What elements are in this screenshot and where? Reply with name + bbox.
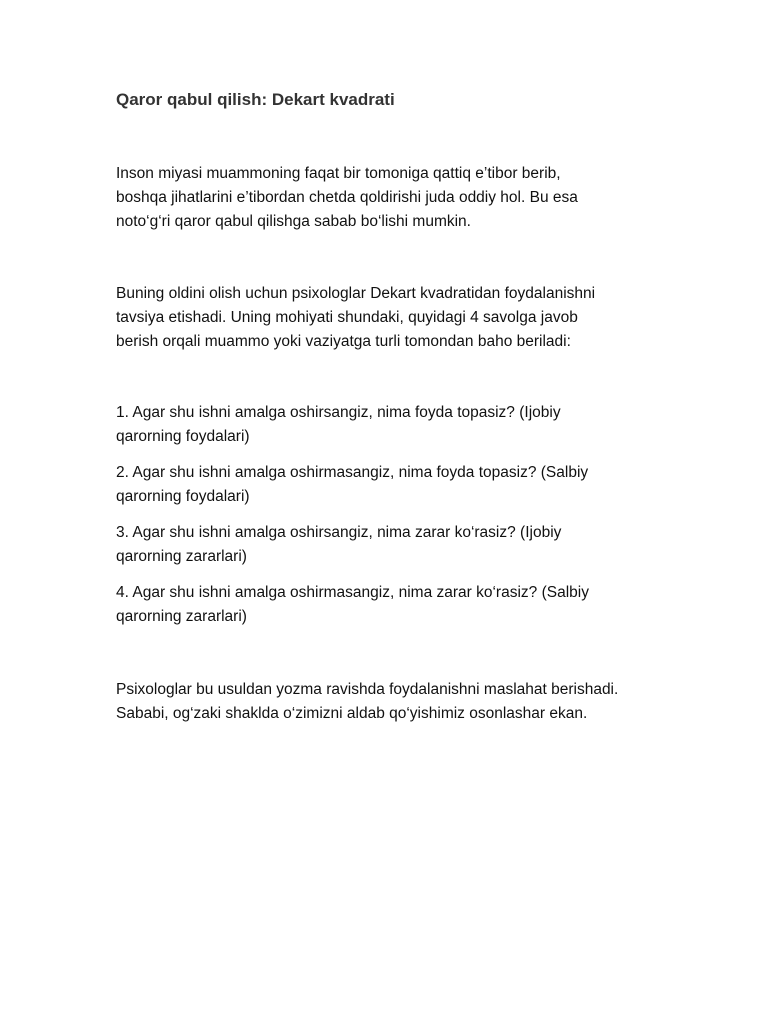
intro-line-2: boshqa jihatlarini e’tibordan chetda qoldirishi juda oddiy hol. Bu esa [116,189,578,206]
question-3-line-2: qarorning zararlari) [116,548,247,565]
method-line-2: tavsiya etishadi. Uning mohiyati shundaki, quyidagi 4 savolga javob [116,309,578,326]
question-4-line-1: 4. Agar shu ishni amalga oshirmasangiz, nima zarar ko‘rasiz? (Salbiy [116,584,589,601]
conclusion-paragraph [116,678,618,726]
intro-paragraph [116,162,578,234]
conclusion-line-1: Psixologlar bu usuldan yozma ravishda foydalanishni maslahat berishadi. [116,681,619,698]
intro-line-3: noto‘g‘ri qaror qabul qilishga sabab bo‘lishi mumkin. [116,213,471,230]
question-2-line-1: 2. Agar shu ishni amalga oshirmasangiz, nima foyda topasiz? (Salbiy [116,464,589,481]
question-3-line-1: 3. Agar shu ishni amalga oshirsangiz, nima zarar ko‘rasiz? (Ijobiy [116,524,562,541]
question-item-2 [116,461,588,509]
method-line-3: berish orqali muammo yoki vaziyatga turli tomondan baho beriladi: [116,333,571,350]
intro-line-1: Inson miyasi muammoning faqat bir tomoniga qattiq e’tibor berib, [116,165,561,182]
document-title: Qaror qabul qilish: Dekart kvadrati [116,90,395,109]
question-1-line-2: qarorning foydalari) [116,428,250,445]
question-item-1 [116,401,561,449]
question-item-3 [116,521,561,569]
question-item-4 [116,581,589,629]
question-2-line-2: qarorning foydalari) [116,488,250,505]
question-4-line-2: qarorning zararlari) [116,608,247,625]
method-paragraph [116,282,595,354]
method-line-1: Buning oldini olish uchun psixologlar Dekart kvadratidan foydalanishni [116,285,596,302]
conclusion-line-2: Sababi, og‘zaki shaklda o‘zimizni aldab qo‘yishimiz osonlashar ekan. [116,705,588,722]
question-1-line-1: 1. Agar shu ishni amalga oshirsangiz, nima foyda topasiz? (Ijobiy [116,404,561,421]
